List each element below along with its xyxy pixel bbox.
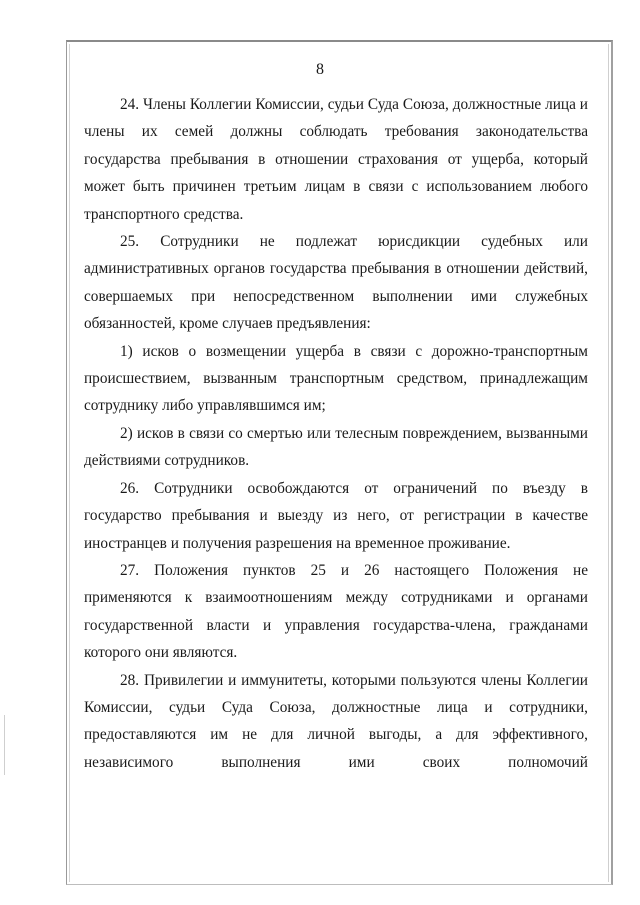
scan-artifact-line: [4, 715, 5, 775]
paragraph-25-item-2: 2) исков в связи со смертью или телесным повреждением, вызванными действиями сотрудников.: [84, 424, 588, 470]
page-number: 8: [316, 61, 324, 78]
document-body: [84, 91, 588, 776]
paragraph-24: 24. Члены Коллегии Комиссии, судьи Суда Союза, должностные лица и члены их семей должны соблюдать требования законодательства государства пребывания в отношении страхования от ущерба, который может быть причинен третьим лицам в связи с использованием любого транспортного средства.: [84, 96, 588, 223]
paragraph-26: 26. Сотрудники освобождаются от ограничений по въезду в государство пребывания и выезду из него, от регистрации в качестве иностранцев и получения разрешения на временное проживание.: [84, 479, 588, 552]
paragraph-25: 25. Сотрудники не подлежат юрисдикции судебных или административных органов государства пребывания в отношении действий, совершаемых при непосредственном выполнении ими служебных обязанностей, кроме случаев предъявления:: [84, 233, 588, 333]
paragraph-25-item-1: 1) исков о возмещении ущерба в связи с дорожно-транспортным происшествием, вызванным транспортным средством, принадлежащим сотруднику либо управлявшимся им;: [84, 342, 588, 415]
paragraph-28: 28. Привилегии и иммунитеты, которыми пользуются члены Коллегии Комиссии, судьи Суда Союза, должностные лица и сотрудники, предоставляются им не для личной выгоды, а для эффективного, независимого выполнения ими своих полномочий: [84, 671, 588, 771]
paragraph-27: 27. Положения пунктов 25 и 26 настоящего Положения не применяются к взаимоотношениям между сотрудниками и органами государственной власти и управления государства-члена, гражданами которого они являются.: [84, 561, 588, 662]
